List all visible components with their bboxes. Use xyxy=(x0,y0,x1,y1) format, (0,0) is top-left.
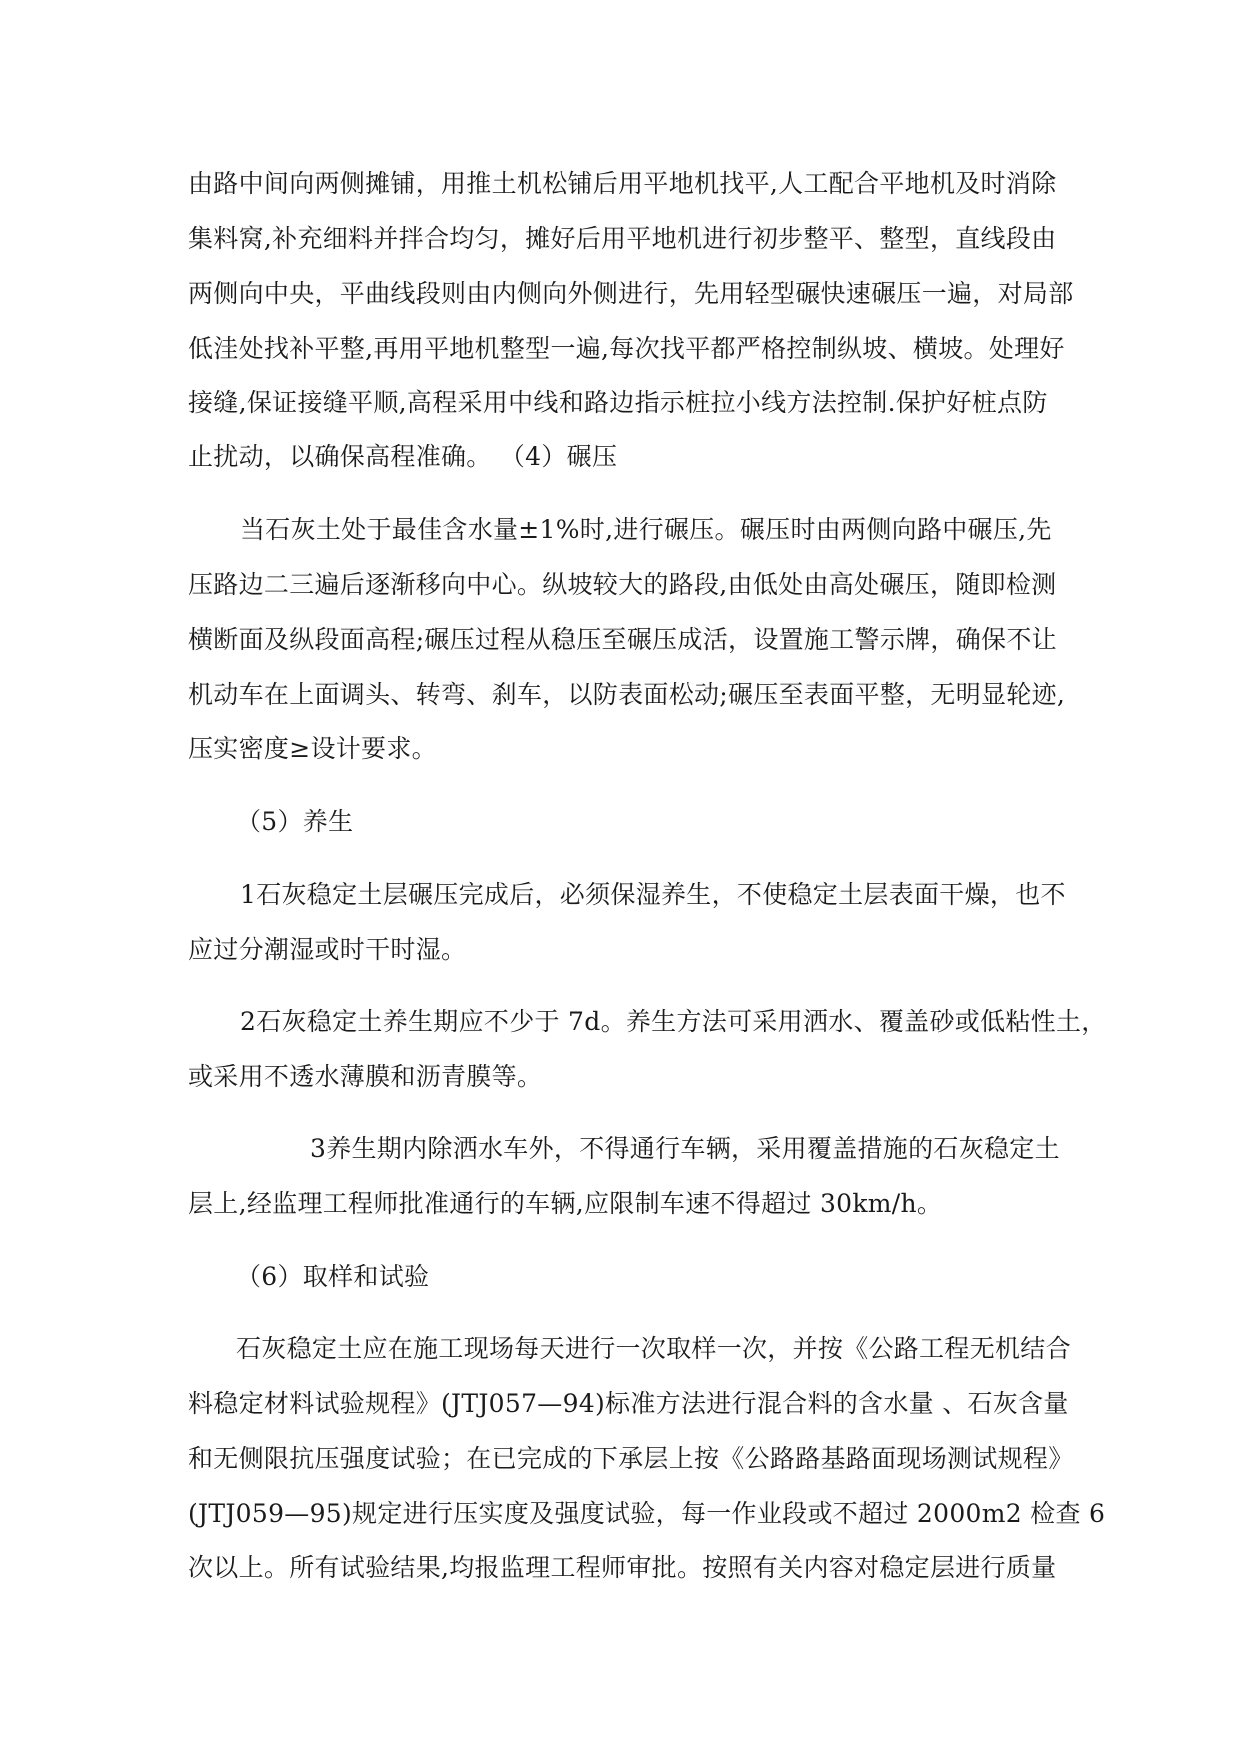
text-line: 止扰动，以确保高程准确。 （4）碾压 xyxy=(188,442,618,471)
text-line: 机动车在上面调头、转弯、刹车，以防表面松动;碾压至表面平整，无明显轮迹, xyxy=(188,680,1066,709)
text-line: 压路边二三遍后逐渐移向中心。纵坡较大的路段,由低处由高处碾压，随即检测 xyxy=(188,570,1057,599)
section-heading: （6）取样和试验 xyxy=(236,1262,430,1291)
text-line: 由路中间向两侧摊铺，用推土机松铺后用平地机找平,人工配合平地机及时消除 xyxy=(188,169,1057,198)
text-line: 料稳定材料试验规程》(JTJ057—94)标准方法进行混合料的含水量 、石灰含量 xyxy=(188,1389,1069,1418)
text-line: 层上,经监理工程师批准通行的车辆,应限制车速不得超过 30km/h。 xyxy=(188,1189,943,1218)
section-heading: （5）养生 xyxy=(236,807,354,836)
text-line: (JTJ059—95)规定进行压实度及强度试验，每一作业段或不超过 2000m2 检查 6 xyxy=(188,1499,1106,1528)
text-line: 两侧向中央，平曲线段则由内侧向外侧进行，先用轻型碾快速碾压一遍，对局部 xyxy=(188,279,1074,308)
text-line: 接缝,保证接缝平顺,高程采用中线和路边指示桩拉小线方法控制.保护好桩点防 xyxy=(188,388,1048,417)
text-line: 低洼处找补平整,再用平地机整型一遍,每次找平都严格控制纵坡、横坡。处理好 xyxy=(188,334,1065,363)
text-line: 2石灰稳定土养生期应不少于 7d。养生方法可采用洒水、覆盖砂或低粘性土， xyxy=(240,1007,1107,1036)
text-line: 压实密度≥设计要求。 xyxy=(188,734,437,763)
text-line: 次以上。所有试验结果,均报监理工程师审批。按照有关内容对稳定层进行质量 xyxy=(188,1553,1057,1582)
text-line: 或采用不透水薄膜和沥青膜等。 xyxy=(188,1062,543,1091)
text-line: 石灰稳定土应在施工现场每天进行一次取样一次，并按《公路工程无机结合 xyxy=(236,1334,1071,1363)
text-line: 集料窝,补充细料并拌合均匀，摊好后用平地机进行初步整平、整型，直线段由 xyxy=(188,224,1057,253)
text-line: 和无侧限抗压强度试验；在已完成的下承层上按《公路路基路面现场测试规程》 xyxy=(188,1444,1074,1473)
text-line: 当石灰土处于最佳含水量±1%时,进行碾压。碾压时由两侧向路中碾压,先 xyxy=(240,515,1052,544)
text-line: 横断面及纵段面高程;碾压过程从稳压至碾压成活，设置施工警示牌，确保不让 xyxy=(188,625,1057,654)
text-line: 3养生期内除洒水车外，不得通行车辆，采用覆盖措施的石灰稳定土 xyxy=(310,1134,1060,1163)
text-line: 1石灰稳定土层碾压完成后，必须保湿养生，不使稳定土层表面干燥，也不 xyxy=(240,880,1066,909)
text-line: 应过分潮湿或时干时湿。 xyxy=(188,935,467,964)
